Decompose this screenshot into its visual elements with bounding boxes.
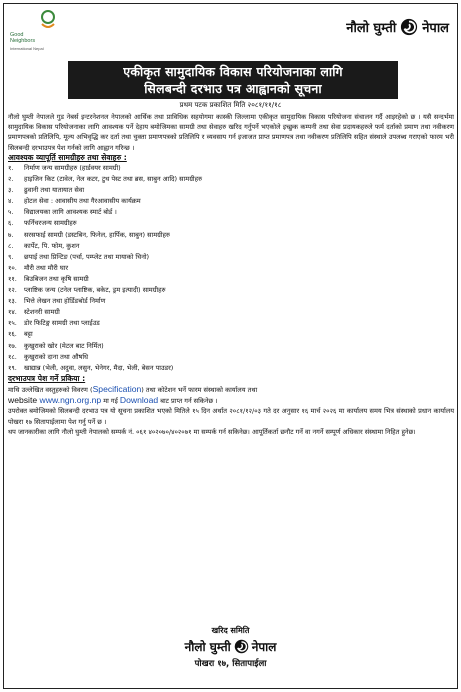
- list-item-number: ११.: [8, 274, 17, 283]
- publication-date: प्रथम पटक प्रकाशित मिति २०८१/११/१८: [179, 101, 282, 109]
- website-link[interactable]: www.ngn.org.np: [39, 395, 102, 406]
- list-item-text: सरसफाई सामग्री (डस्टबिन, फिनेल, हार्पिक, साबुन) सामग्रीहरु: [24, 230, 170, 239]
- good-neighbors-logo-text: Good Neighbors: [10, 32, 36, 44]
- list-item: [8, 174, 454, 185]
- notice-title: [68, 61, 398, 99]
- download-link[interactable]: Download: [119, 395, 159, 406]
- footer-brand-left: नौलो घुम्ती: [184, 640, 231, 654]
- list-item-text: बिउबिजन तथा कृषि सामग्री: [24, 274, 89, 283]
- list-item: [8, 352, 454, 363]
- list-item-number: १६.: [8, 330, 17, 339]
- list-item-text: फर्निचरजन्य सामग्रीहरु: [24, 219, 77, 228]
- list-item: [8, 296, 454, 307]
- items-list: [8, 163, 454, 374]
- list-item-number: १०.: [8, 263, 17, 272]
- list-item-number: ५.: [8, 208, 14, 217]
- contact-paragraph: थप जानकारीका लागि नौलो घुम्ती नेपालको सम्पर्क नं. ०६१ ४०२०७०/४०२०७१ मा सम्पर्क गर्न सकिनेछ। आपूर्तिकर्ता छनौट गर्ने वा नगर्ने सम्पूर्ण अधिकार संस्थामा निहित हुनेछ।: [8, 427, 416, 436]
- list-item: [8, 274, 454, 285]
- list-item: [8, 252, 454, 263]
- title-line-1: एकीकृत सामुदायिक विकास परियोजनाका लागि: [123, 64, 343, 79]
- footer-address: पोखरा १७, सिताप‍ाईला: [194, 659, 267, 669]
- swirl-logo-icon: [234, 639, 249, 654]
- procedure-line-1: [8, 384, 454, 395]
- list-item: [8, 341, 454, 352]
- list-item-number: १.: [8, 164, 14, 173]
- naulo-ghumti-brand: [346, 18, 449, 36]
- list-item: [8, 230, 454, 241]
- list-item: [8, 307, 454, 318]
- procurement-committee: खरिद समिति: [211, 626, 250, 635]
- list-item-number: १८.: [8, 352, 17, 361]
- list-item: [8, 285, 454, 296]
- list-item: [8, 318, 454, 329]
- notice-body: [8, 112, 454, 437]
- list-item: [8, 329, 454, 340]
- list-item-number: ३.: [8, 186, 14, 195]
- list-item: [8, 263, 454, 274]
- list-item-number: १२.: [8, 286, 17, 295]
- list-item-text: कुखुराको खोर (मेटल बाट निर्मित): [24, 341, 104, 350]
- list-item-number: १९.: [8, 363, 17, 372]
- list-item-text: कार्पेट, पि. फोम, कुशन: [24, 241, 80, 250]
- items-heading: आवश्यक व्यापूर्ति सामग्रीहरु तथा सेवाहरु :: [8, 152, 127, 162]
- swirl-logo-icon: [400, 18, 418, 36]
- procedure-text: बाट प्राप्त गर्न सकिनेछ ।: [158, 397, 218, 406]
- list-item-text: भित्ते लेखन तथा होर्डिङबोर्ड निर्माण: [24, 297, 106, 306]
- list-item-text: स्टेशनरी सामग्री: [24, 308, 60, 317]
- good-neighbors-logo-icon: [36, 10, 60, 30]
- list-item-text: छपाई तथा प्रिन्टिङ (पर्चा, पम्प्लेट तथा मायाको चिनो): [24, 252, 150, 261]
- list-item-text: प्लाष्टिक जन्य (टनेल प्लाष्टिक, बकेट, ड्रम इत्यादी) सामग्रीहरु: [24, 286, 166, 295]
- list-item-number: १७.: [8, 341, 17, 350]
- list-item-number: २.: [8, 175, 14, 184]
- list-item-number: ८.: [8, 241, 14, 250]
- title-line-2: सिलबन्दी दरभाउ पत्र आह्वानको सूचना: [144, 81, 322, 96]
- list-item-number: ४.: [8, 197, 14, 206]
- list-item-number: ६.: [8, 219, 14, 228]
- list-item-text: निर्माण जन्य सामग्रीहरु (हार्डवयर सामग्री): [24, 164, 121, 173]
- brand-right-text: नेपाल: [422, 21, 449, 36]
- list-item: [8, 207, 454, 218]
- procedure-heading: दरभाउपत्र पेश गर्ने प्रकिया :: [8, 373, 86, 383]
- list-item: [8, 218, 454, 229]
- procedure-text: ) तथा कोटेशन भर्ने फारम संस्थाको कार्यालय तथा: [141, 386, 258, 394]
- list-item-text: खाद्यान्न (भेली, अदुवा, लसुन, भेनेगर, मैदा, भेली, बेसन पाउडर): [24, 363, 174, 372]
- list-item: [8, 185, 454, 196]
- list-item-text: मौरी तथा मौरी घार: [24, 263, 69, 272]
- list-item-text: बट्टा: [24, 330, 33, 339]
- procedure-text: मा गई: [101, 397, 120, 406]
- good-neighbors-logo-sub: International Nepal: [10, 46, 44, 51]
- notice-footer: [0, 625, 461, 669]
- website-label: website: [8, 395, 40, 406]
- intro-paragraph: नौलो घुम्ती नेपालले गुड नेबर्स इन्टरनेशनल नेपालको आर्थिक तथा प्राविधिक सहयोगमा कास्की जिल्लामा एकीकृत सामुदायिक विकास परियोजना संचालन गर्दै आइरहेको छ । यसै सन्दर्भमा सामुदायिक विकास परियोजनाका लागि आवश्यक पर्ने देहाय बमोजिमका सामग्री तथा सेवाहरु खरिद गर्नुपर्ने भएकोले इच्छुक कम्पनी तथा सेवा प्रदायकहरुले फर्म दर्ताको प्रमाण तथा नवीकरण प्रमाणपत्रको प्रतिलिपि, मूल्य अभिवृद्धि कर दर्ता तथा चुक्ता प्रमाणपत्रको प्रतिलिपि र व्यवसाय गर्न इजाजत प्राप्त प्रमाणपत्र तथा नवीकरण प्रतिलिपि सहित संस्थाले उपलब्ध गराएको फारम भरी सिलबन्दी दरभाउपत्र पेश गर्नको लागि आह्वान गरिन्छ ।: [8, 113, 454, 152]
- list-item: [8, 163, 454, 174]
- list-item-text: डोर फिटिङ्ग सामग्री तथा प्लाईउड: [24, 319, 100, 328]
- list-item-text: ढुवानी तथा यातायात सेवा: [24, 186, 85, 195]
- list-item-number: १३.: [8, 297, 17, 306]
- list-item-text: कुखुराको दाना तथा औषधि: [24, 352, 89, 361]
- brand-left-text: नौलो घुम्ती: [346, 21, 397, 36]
- list-item-number: ७.: [8, 230, 14, 239]
- procedure-text: माथि उल्लेखित वस्तुहरुको विवरण (: [8, 386, 93, 394]
- good-neighbors-logo: [8, 8, 118, 52]
- specification-text: Specification: [92, 384, 142, 394]
- list-item-number: १४.: [8, 308, 17, 317]
- footer-brand-right: नेपाल: [251, 640, 277, 654]
- list-item-text: होटल सेवा : आवासीय तथा गैरआवासीय कार्यक्रम: [24, 197, 141, 206]
- list-item: [8, 363, 454, 374]
- footer-brand: [0, 638, 461, 655]
- procedure-line-2: [8, 395, 454, 406]
- list-item-number: १५.: [8, 319, 17, 328]
- submission-paragraph: उपरोक्त बमोजिमको सिलबन्दी दरभाउ पत्र यो सूचना प्रकाशित भएको मितिले १५ दिन अर्थात २०८१/१२/०३ गते दर अनुसार १६ मार्च २०२६ मा कार्यालय समय भित्र संस्थाको प्रधान कार्यालय पोखरा १७ सिताप‍ाईलामा पेश गर्नु पर्ने छ ।: [8, 407, 454, 426]
- list-item-text: हाइजिन किट (टावेल, नेल कटर, टुथ पेस्ट तथा ब्रस, साबुन आदि) सामग्रीहरु: [24, 175, 202, 184]
- list-item: [8, 196, 454, 207]
- list-item: [8, 241, 454, 252]
- list-item-text: विद्यालयका लागि आवश्यक स्मार्ट बोर्ड ।: [24, 208, 117, 217]
- list-item-number: ९.: [8, 252, 14, 261]
